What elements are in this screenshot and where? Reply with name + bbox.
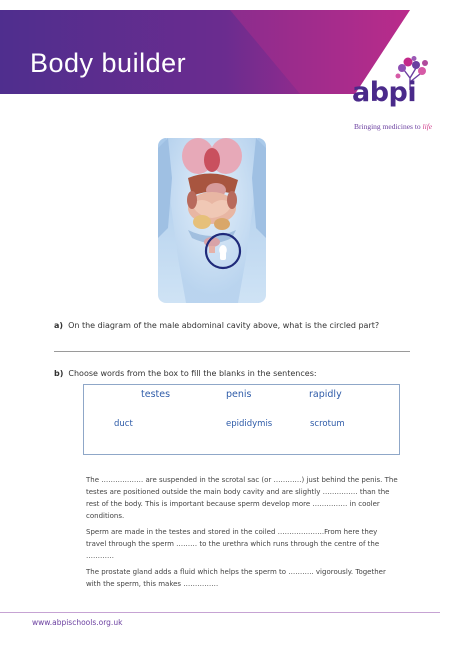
question-a-text: On the diagram of the male abdominal cavity above, what is the circled part? <box>68 321 380 330</box>
answer-line[interactable] <box>54 351 410 352</box>
logo-tagline <box>354 122 432 131</box>
abdominal-cavity-diagram <box>158 138 266 303</box>
question-a-letter: a) <box>54 321 64 330</box>
paragraph-sperm: Sperm are made in the testes and stored in the coiled ………………..From here they travel through the sperm ……… to the urethra which runs through the centre of the ………… <box>86 528 380 560</box>
word-box <box>83 384 400 455</box>
word-penis: penis <box>226 389 252 400</box>
word-duct: duct <box>114 419 133 429</box>
footer-url[interactable]: www.abpischools.org.uk <box>32 618 123 627</box>
question-b-text: Choose words from the box to fill the blanks in the sentences: <box>68 369 317 378</box>
word-testes: testes <box>141 389 171 400</box>
tagline-emphasis: life <box>422 122 433 131</box>
footer-divider <box>0 612 440 613</box>
word-epididymis: epididymis <box>226 419 273 429</box>
question-a <box>54 321 379 330</box>
page-title: Body builder <box>30 48 187 78</box>
word-scrotum: scrotum <box>310 419 345 429</box>
paragraph-testes: The ……………… are suspended in the scrotal sac (or …………) just behind the penis. The testes are positioned outside the main body cavity and are slightly …………… than the rest of the body. This is important because sperm develop more …………… in cooler conditions. <box>86 476 398 520</box>
logo-wordmark: abpi <box>352 77 417 108</box>
question-b-letter: b) <box>54 369 64 378</box>
body-illustration-icon <box>158 138 266 303</box>
abpi-logo <box>352 56 448 136</box>
paragraph-prostate: The prostate gland adds a fluid which helps the sperm to ……….. vigorously. Together with the sperm, this makes …………… <box>86 568 386 588</box>
word-rapidly: rapidly <box>309 389 342 400</box>
tagline-prefix: Bringing medicines to <box>354 122 423 131</box>
question-b <box>54 369 317 378</box>
